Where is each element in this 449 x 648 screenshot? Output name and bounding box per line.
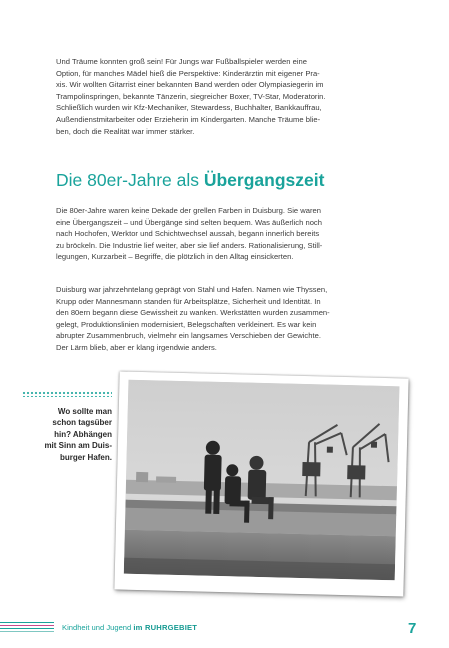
text-line: zu bröckeln. Die Industrie lief weiter, aber sie lief anders. Rationalisierung, Still- — [56, 240, 323, 250]
dot-pattern-icon — [22, 391, 112, 397]
caption-line: burger Hafen. — [59, 452, 112, 462]
text-line: Duisburg war jahrzehntelang geprägt von Stahl und Hafen. Namen wie Thyssen, — [56, 285, 328, 294]
caption-line: mit Sinn am Duis- — [44, 441, 112, 451]
photo-caption — [26, 406, 112, 463]
text-line: Option, für manches Mädel hieß die Perspektive: Kinderärztin mit eigener Pra- — [56, 68, 320, 78]
text-line: Und Träume konnten groß sein! Für Jungs war Fußballspieler werden eine — [56, 57, 307, 66]
text-line: Schließlich wurden wir Kfz-Mechaniker, Stewardess, Buchhalter, Bankkauffrau, — [56, 103, 322, 113]
caption-line: hin? Abhängen — [54, 429, 112, 439]
third-paragraph — [56, 284, 394, 354]
footer-im: im — [133, 623, 145, 632]
section-heading — [56, 170, 324, 191]
text-line: den 80ern begann diese Gewissheit zu wanken. Werkstätten wurden zusammen- — [56, 308, 330, 318]
text-line: Krupp oder Mannesmann standen für Arbeitsplätze, Sicherheit und Identität. In — [56, 296, 321, 306]
harbor-photo — [124, 380, 400, 581]
heading-light: Die 80er-Jahre als — [56, 170, 204, 190]
footer-region: RUHRGEBIET — [144, 623, 198, 632]
intro-paragraph — [56, 56, 394, 137]
text-line: abrupter Zusammenbruch, vielmehr ein langsames Verschieben der Gewichte. — [56, 331, 321, 341]
second-paragraph — [56, 205, 394, 263]
text-line: ben, doch die Realität war immer stärker. — [56, 126, 195, 136]
photo-frame — [114, 372, 408, 597]
footer-prefix: Kindheit und Jugend — [62, 623, 134, 632]
footer-title — [62, 623, 197, 632]
text-line: Trampolinspringen, bekannte Tänzerin, siegreicher Boxer, TV-Star, Moderatorin. — [56, 91, 326, 101]
text-line: gelegt, Produktionslinien modernisiert, Belegschaften verkleinert. Es war kein — [56, 319, 317, 329]
text-line: legungen, Kurzarbeit – Begriffe, die plötzlich in den Alltag einsickerten. — [56, 252, 294, 262]
text-line: eine Übergangszeit – und Übergänge sind selten bequem. Was äußerlich noch — [56, 217, 322, 227]
text-line: Außendienstmitarbeiter oder Erzieherin im Kindergarten. Manche Träume blie- — [56, 114, 321, 124]
harbor-photo-illustration — [124, 380, 400, 581]
text-line: xis. Wir wollten Gitarrist einer bekannten Band werden oder Olympiasiegerin im — [56, 80, 324, 90]
footer-stripes-icon — [0, 622, 54, 636]
caption-line: schon tagsüber — [52, 418, 112, 428]
heading-bold: Übergangszeit — [203, 170, 325, 190]
caption-line: Wo sollte man — [57, 407, 112, 416]
text-line: nach Hochofen, Werktor und Schichtwechsel aussah, begann innerlich bereits — [56, 229, 320, 239]
text-line: Der Lärm blieb, aber er klang irgendwie anders. — [56, 342, 217, 352]
page-number: 7 — [408, 620, 417, 637]
text-line: Die 80er-Jahre waren keine Dekade der grellen Farben in Duisburg. Sie waren — [56, 206, 321, 215]
